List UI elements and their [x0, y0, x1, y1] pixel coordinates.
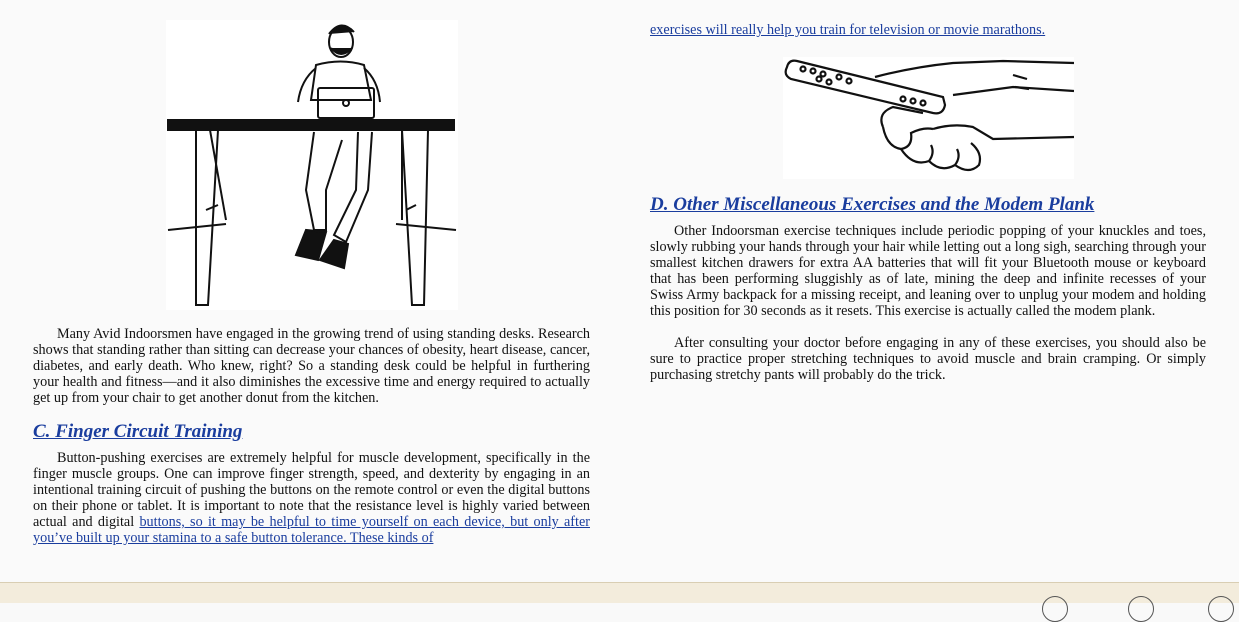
hand-holding-remote-icon	[783, 57, 1074, 179]
reader-footer-bar	[0, 582, 1239, 603]
nav-circle-icon[interactable]	[1208, 596, 1234, 622]
standing-desk-illustration	[166, 20, 458, 310]
nav-circle-icon[interactable]	[1128, 596, 1154, 622]
remote-control-illustration	[783, 57, 1074, 179]
section-d-heading[interactable]: D. Other Miscellaneous Exercises and the Modem Plank	[650, 194, 1095, 215]
finger-circuit-text: Button-pushing exercises are extremely helpful for muscle development, specifically in the finger muscle groups. One can improve finger strength, speed, and dexterity by engaging in an intentional training circuit of pushing the buttons on the remote control or even the digital buttons on their phone or tablet. It is important to note that the resistance level is highly varied between actual and digital	[33, 450, 590, 530]
section-c-heading[interactable]: C. Finger Circuit Training	[33, 421, 243, 442]
standing-desk-paragraph: Many Avid Indoorsmen have engaged in the growing trend of using standing desks. Research shows that standing rather than sitting can decrease your chances of obesity, heart disease, cancer, diabetes, and early death. Who knew, right? So a standing desk could be helpful in furthering your health and fitness—and it also diminishes the excessive time and energy required to actually get up from your chair to get another donut from the kitchen.	[33, 326, 590, 406]
misc-exercises-paragraph: Other Indoorsman exercise techniques include periodic popping of your knuckles and toes, slowly rubbing your hands through your hair while letting out a long sigh, searching through your smallest kitchen drawers for extra AA batteries that will fit your Bluetooth mouse or keyboard that has been performing sluggishly as of late, mining the deep and infinite recesses of your Swiss Army backpack for a missing receipt, and leaning over to unplug your modem and holding this position for 30 seconds as it resets. This exercise is actually called the modem plank.	[650, 223, 1206, 319]
man-at-standing-desk-icon	[166, 20, 458, 310]
finger-circuit-paragraph	[33, 450, 590, 546]
stretching-paragraph: After consulting your doctor before engaging in any of these exercises, you should also be sure to practice proper stretching techniques to avoid muscle and brain cramping. Or simply purchasing stretchy pants will probably do the trick.	[650, 335, 1206, 383]
continued-link[interactable]: exercises will really help you train for television or movie marathons.	[650, 22, 1046, 38]
finger-circuit-link[interactable]: buttons, so it may be helpful to time yourself on each device, but only after you’ve built up your stamina to a safe button tolerance. These kinds of	[33, 514, 590, 546]
nav-circle-icon[interactable]	[1042, 596, 1068, 622]
